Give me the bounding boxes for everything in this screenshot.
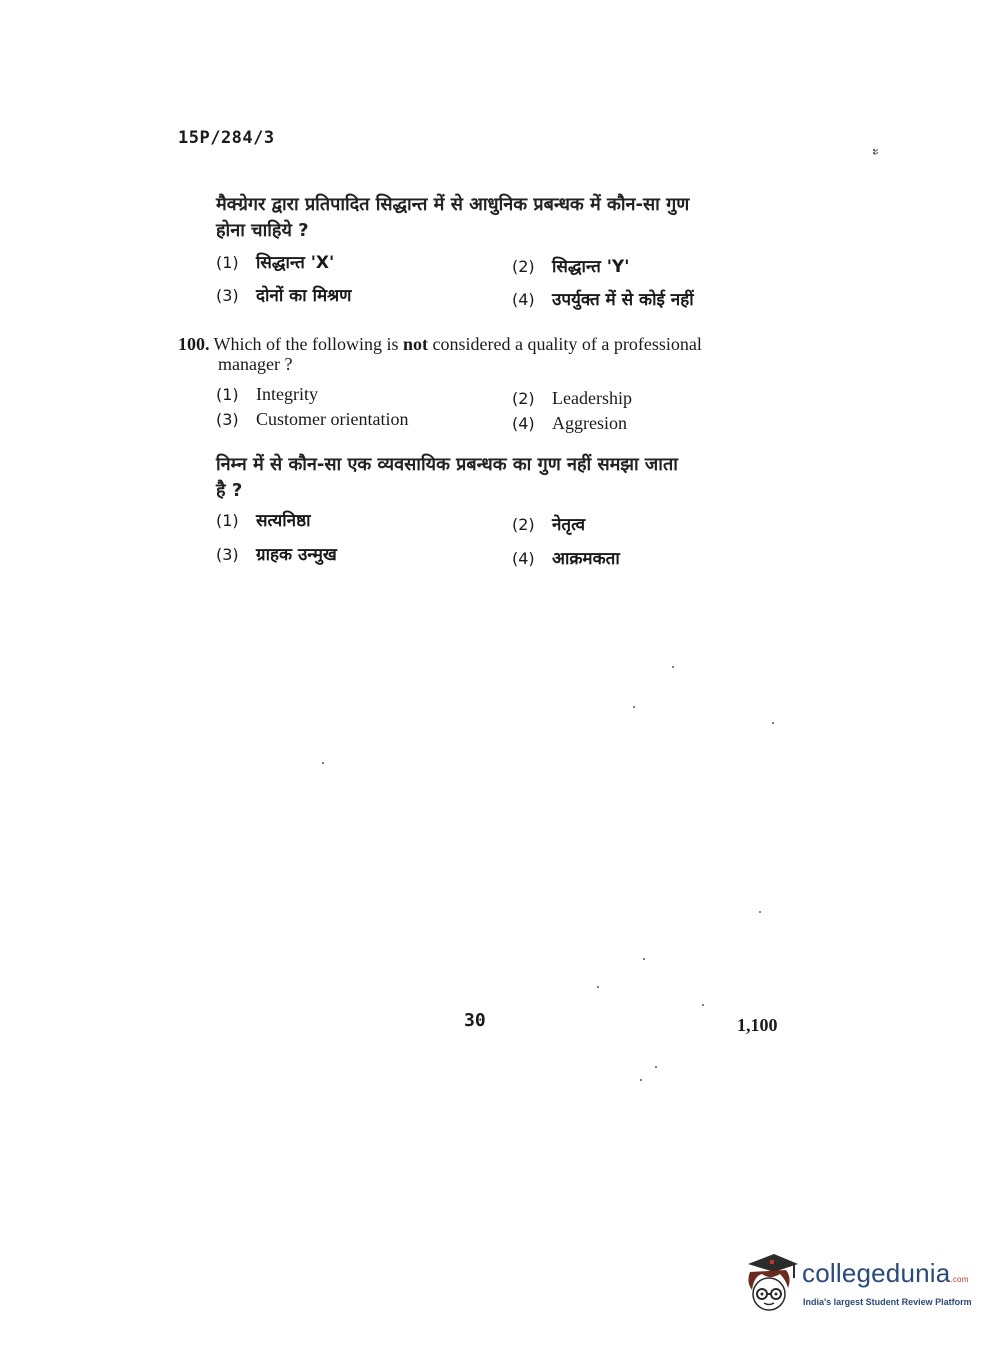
q100-hindi-option-2 bbox=[512, 514, 585, 536]
scan-speck bbox=[633, 706, 635, 708]
option-number: (2) bbox=[512, 257, 535, 276]
q100-hindi-line1: निम्न में से कौन-सा एक व्यवसायिक प्रबन्धक का गुण नहीं समझा जाता bbox=[216, 454, 678, 475]
question-number: 100. bbox=[178, 334, 210, 354]
q99-hindi-option-1 bbox=[216, 252, 334, 274]
scan-speck bbox=[759, 911, 761, 913]
logo-suffix: .com bbox=[950, 1275, 969, 1284]
logo-tagline: India's largest Student Review Platform bbox=[803, 1297, 972, 1307]
q100-hindi-option-4 bbox=[512, 548, 620, 570]
scan-speck bbox=[655, 1066, 657, 1068]
scan-speck bbox=[772, 722, 774, 724]
option-number: (2) bbox=[512, 389, 535, 408]
q99-hindi-question bbox=[216, 192, 816, 244]
q100-hindi-option-3 bbox=[216, 544, 337, 566]
option-number: (3) bbox=[216, 410, 239, 429]
copy-count: 1,100 bbox=[737, 1015, 778, 1035]
option-number: (1) bbox=[216, 385, 239, 404]
option-text: Aggresion bbox=[552, 413, 627, 433]
option-text: Customer orientation bbox=[256, 409, 409, 429]
q100-option-1 bbox=[216, 383, 318, 406]
scan-speck bbox=[702, 1004, 704, 1006]
scan-speck bbox=[643, 958, 645, 960]
collegedunia-logo bbox=[740, 1250, 970, 1320]
q100-hindi-option-1 bbox=[216, 510, 311, 532]
option-number: (4) bbox=[512, 290, 535, 309]
student-mascot-icon bbox=[740, 1250, 800, 1318]
page-number: 30 bbox=[464, 1010, 486, 1031]
q99-hindi-option-4 bbox=[512, 289, 694, 311]
q99-hindi-option-3 bbox=[216, 285, 351, 307]
option-number: (2) bbox=[512, 515, 535, 534]
option-number: (1) bbox=[216, 253, 239, 272]
option-number: (4) bbox=[512, 549, 535, 568]
option-text: सत्यनिष्ठा bbox=[256, 511, 311, 531]
logo-wordmark bbox=[802, 1258, 969, 1289]
q100-hindi-line2: है ? bbox=[216, 480, 243, 501]
scan-speck bbox=[640, 1079, 642, 1081]
option-text: आक्रमकता bbox=[552, 549, 620, 569]
option-text: नेतृत्व bbox=[552, 515, 586, 535]
q100-question bbox=[178, 334, 808, 374]
option-text: दोनों का मिश्रण bbox=[256, 286, 352, 306]
option-number: (3) bbox=[216, 286, 239, 305]
scan-speck bbox=[322, 762, 324, 764]
logo-name: collegedunia bbox=[802, 1258, 951, 1288]
option-text: सिद्धान्त 'X' bbox=[256, 253, 335, 273]
q99-hindi-option-2 bbox=[512, 256, 629, 278]
q100-text-bold: not bbox=[402, 334, 428, 354]
option-text: सिद्धान्त 'Y' bbox=[552, 257, 630, 277]
option-number: (4) bbox=[512, 414, 535, 433]
option-text: Integrity bbox=[256, 384, 318, 404]
option-text: ग्राहक उन्मुख bbox=[256, 545, 337, 565]
option-number: (1) bbox=[216, 511, 239, 530]
corner-mark: ะ bbox=[872, 144, 879, 159]
q99-hindi-line1: मैक्ग्रेगर द्वारा प्रतिपादित सिद्धान्त में से आधुनिक प्रबन्धक में कौन-सा गुण bbox=[216, 194, 690, 215]
q100-text-part1: Which of the following is bbox=[213, 334, 403, 354]
q100-option-4 bbox=[512, 412, 627, 435]
paper-code: 15P/284/3 bbox=[178, 128, 275, 148]
option-number: (3) bbox=[216, 545, 239, 564]
option-text: Leadership bbox=[552, 388, 632, 408]
scan-speck bbox=[672, 666, 674, 668]
q100-text-part2: considered a quality of a professional bbox=[427, 334, 702, 354]
q100-option-2 bbox=[512, 387, 632, 410]
q100-text-line2: manager ? bbox=[218, 354, 293, 374]
q99-hindi-line2: होना चाहिये ? bbox=[216, 220, 309, 241]
q100-option-3 bbox=[216, 408, 408, 431]
q100-hindi-question bbox=[216, 452, 806, 504]
scan-speck bbox=[597, 986, 599, 988]
option-text: उपर्युक्त में से कोई नहीं bbox=[552, 290, 694, 310]
